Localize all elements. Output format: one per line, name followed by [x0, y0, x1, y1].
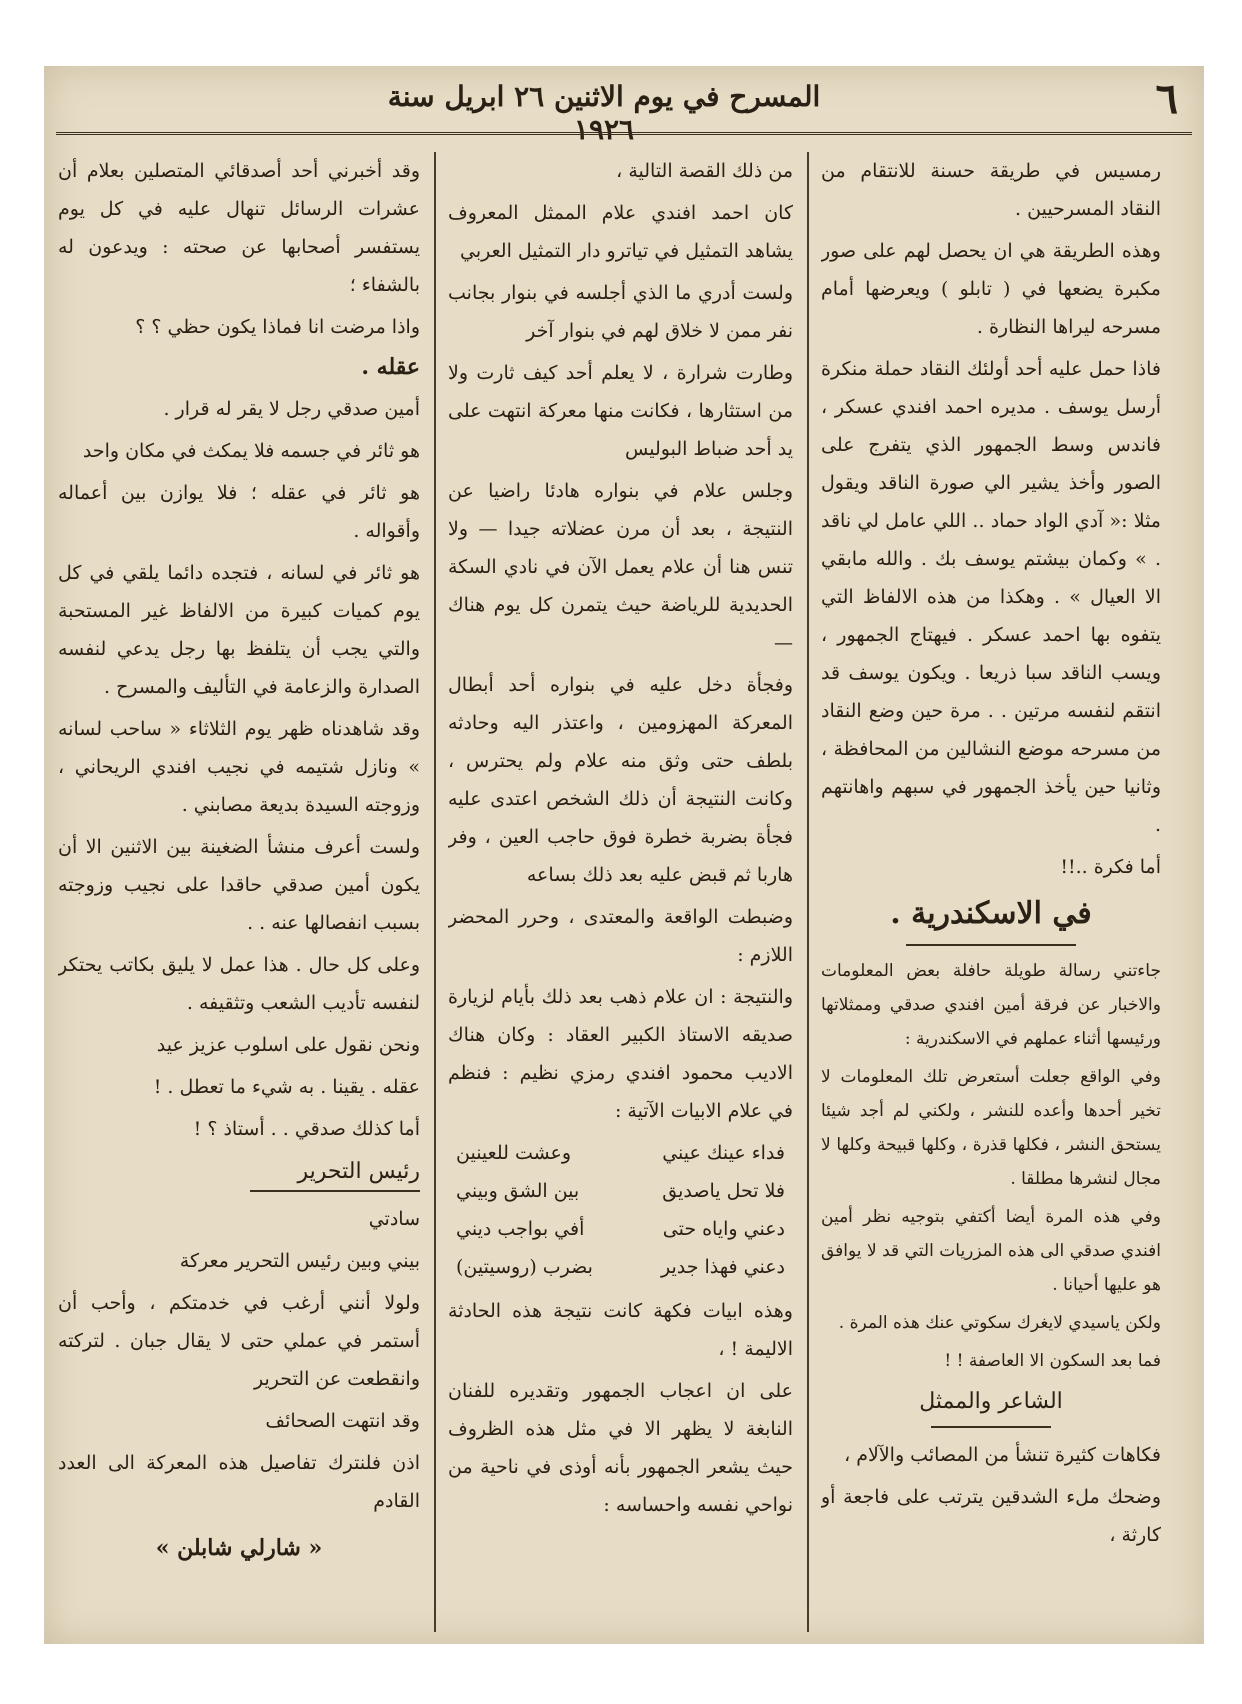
paragraph: وقد انتهت الصحائف: [265, 1410, 420, 1432]
paragraph: وفي هذه المرة أيضا أكتفي بتوجيه نظر أمين افندي صدقي الى هذه المزريات التي قد لا يوافق هو عليها أحيانا .: [821, 1207, 1161, 1295]
dateline: المسرح في يوم الاثنين ٢٦ ابريل سنة ١٩٢٦: [387, 80, 821, 146]
page-header: [44, 66, 1204, 146]
signature-rule: [250, 1190, 420, 1192]
hemistich-left: أفي بواجب ديني: [456, 1218, 585, 1240]
column-left: [58, 152, 420, 1622]
column-divider: [807, 152, 809, 1632]
poem-verse: [448, 1248, 793, 1286]
hemistich-left: بين الشق وبيني: [456, 1180, 580, 1202]
paragraph: وهذه الطريقة هي ان يحصل لهم على صور مكبرة يضعها في ( تابلو ) ويعرضها أمام مسرحه ليراها النظارة .: [821, 240, 1161, 338]
heading-rule: [906, 944, 1076, 946]
paragraph: ولولا أنني أرغب في خدمتكم ، وأحب أن أستمر في عملي حتى لا يقال جبان . لتركته وانقطعت عن التحرير: [58, 1292, 420, 1390]
paragraph: هو ثائر في لسانه ، فتجده دائما يلقي في كل يوم كميات كبيرة من الالفاظ غير المستحبة والتي يجب أن يتلفظ بها رجل يدعي لنفسه الصدارة والزعامة في التأليف والمسرح .: [58, 562, 420, 698]
paragraph: ولست أدري ما الذي أجلسه في بنوار بجانب نفر ممن لا خلاق لهم في بنوار آخر: [448, 282, 793, 342]
section-heading-alexandria: في الاسكندرية .: [890, 896, 1092, 931]
paragraph: وهذه ابيات فكهة كانت نتيجة هذه الحادثة الاليمة ! ،: [448, 1300, 793, 1360]
poem-verse: [448, 1134, 793, 1172]
paragraph: وطارت شرارة ، لا يعلم أحد كيف ثارت ولا من استثارها ، فكانت منها معركة انتهت على يد أحد ضباط البوليس: [448, 362, 793, 460]
column-right: [821, 152, 1161, 1622]
hemistich-right: فداء عينك عيني: [662, 1142, 785, 1164]
paragraph: وجلس علام في بنواره هادئا راضيا عن النتيجة ، بعد أن مرن عضلاته جيدا — ولا تنس هنا أن علام يعمل الآن في نادي السكة الحديدية للرياضة حيث يتمرن كل يوم هناك —: [448, 480, 793, 654]
paragraph: جاءتني رسالة طويلة حافلة بعض المعلومات والاخبار عن فرقة أمين افندي صدقي وممثلاتها ورئيسها أثناء عملهم في الاسكندرية :: [821, 961, 1161, 1049]
paragraph: على ان اعجاب الجمهور وتقديره للفنان النابغة لا يظهر الا في مثل هذه الظروف حيث يشعر الجمهور بأنه أوذى في ناحية من نواحي نفسه واحساسه :: [448, 1380, 793, 1516]
paragraph: وضحك ملء الشدقين يترتب على فاجعة أو كارثة ،: [821, 1486, 1161, 1546]
paragraph: وقد أخبرني أحد أصدقائي المتصلين بعلام أن عشرات الرسائل تنهال عليه في كل يوم يستفسر أصحابها عن صحته : ويدعون له بالشفاء ؛: [58, 160, 420, 296]
hemistich-left: بضرب (روسيتين): [456, 1256, 593, 1278]
paragraph: من ذلك القصة التالية ،: [616, 160, 793, 182]
section-heading-poet-actor: الشاعر والممثل: [919, 1389, 1063, 1414]
paragraph: ولكن ياسيدي لايغرك سكوتي عنك هذه المرة .: [838, 1313, 1161, 1333]
paragraph: عقله . يقينا . به شيء ما تعطل . !: [153, 1076, 420, 1098]
newspaper-page: [44, 66, 1204, 1644]
paragraph: اذن فلنترك تفاصيل هذه المعركة الى العدد القادم: [58, 1452, 420, 1512]
column-middle: [448, 152, 793, 1622]
hemistich-right: دعني فهذا جدير: [660, 1256, 785, 1278]
author-signature: « شارلي شابلن »: [155, 1535, 323, 1561]
hemistich-right: دعني واياه حتى: [662, 1218, 785, 1240]
column-divider: [434, 152, 436, 1632]
paragraph: وضبطت الواقعة والمعتدى ، وحرر المحضر اللازم :: [448, 906, 793, 966]
paragraph: واذا مرضت انا فماذا يكون حظي ؟ ؟: [135, 316, 420, 338]
paragraph: وقد شاهدناه ظهر يوم الثلاثاء « ساحب لسانه » ونازل شتيمه في نجيب افندي الريحاني ، وزوجته السيدة بديعة مصابني .: [58, 718, 420, 816]
paragraph: وفجأة دخل عليه في بنواره أحد أبطال المعركة المهزومين ، واعتذر اليه وحادثه بلطف حتى وثق منه علام ولم يحترس ، وكانت النتيجة أن ذلك الشخص اعتدى عليه فجأة بضربة خطرة فوق حاجب العين ، وفر هاربا ثم قبض عليه بعد ذلك بساعه: [448, 674, 793, 886]
hemistich-left: وعشت للعينين: [456, 1142, 572, 1164]
salutation: سادتي: [368, 1208, 420, 1230]
page-number: ٦: [1155, 74, 1178, 123]
hemistich-right: فلا تحل ياصديق: [662, 1180, 785, 1202]
editor-signature: رئيس التحرير: [297, 1159, 420, 1184]
paragraph: بيني وبين رئيس التحرير معركة: [179, 1250, 420, 1272]
paragraph: ونحن نقول على اسلوب عزيز عيد: [156, 1034, 420, 1056]
paragraph: هو ثائر في عقله ؛ فلا يوازن بين أعماله وأقواله .: [58, 482, 420, 542]
heading-rule: [931, 1426, 1051, 1428]
poem-verse: [448, 1172, 793, 1210]
paragraph: فاذا حمل عليه أحد أولئك النقاد حملة منكرة أرسل يوسف . مديره احمد افندي عسكر ، فاندس وسط الجمهور الذي يتفرج على الصور وأخذ يشير الي صورة الناقد ويقول مثلا :« آدي الواد حماد .. اللي عامل لي ناقد . » وكمان بيشتم يوسف بك . والله مابقي الا العيال » . وهكذا من هذه الالفاظ التي يتفوه بها احمد عسكر . فيهتاج الجمهور ، ويسب الناقد سبا ذريعا . ويكون يوسف قد انتقم لنفسه مرتين . . مرة حين وضع النقاد من مسرحه موضع النشالين من المحافظة ، وثانيا حين يأخذ الجمهور في سبهم واهانتهم .: [821, 358, 1161, 836]
paragraph: كان احمد افندي علام الممثل المعروف يشاهد التمثيل في تياترو دار التمثيل العربي: [448, 202, 793, 262]
paragraph: ولست أعرف منشأ الضغينة بين الاثنين الا أن يكون أمين صدقي حاقدا على نجيب وزوجته بسبب انفصالها عنه . .: [58, 836, 420, 934]
header-rule: [56, 132, 1192, 135]
paragraph: فكاهات كثيرة تنشأ من المصائب والآلام ،: [844, 1444, 1161, 1466]
paragraph: أمين صدقي رجل لا يقر له قرار .: [163, 398, 420, 420]
paragraph: فما بعد السكون الا العاصفة ! !: [944, 1351, 1161, 1371]
paragraph: أما فكرة ..!!: [1060, 856, 1161, 878]
paragraph: وفي الواقع جعلت أستعرض تلك المعلومات لا تخير أحدها وأعده للنشر ، ولكني لم أجد شيئا يستحق النشر ، فكلها قذرة ، وكلها قبيحة وكلها لا مجال لنشرها مطلقا .: [821, 1067, 1161, 1189]
paragraph: وعلى كل حال . هذا عمل لا يليق بكاتب يحتكر لنفسه تأديب الشعب وتثقيفه .: [58, 954, 420, 1014]
poem: [448, 1134, 793, 1286]
paragraph: والنتيجة : ان علام ذهب بعد ذلك بأيام لزيارة صديقه الاستاذ الكبير العقاد : وكان هناك الاديب محمود افندي رمزي نظيم : فنظم في علام الابيات الآتية :: [448, 986, 793, 1122]
poem-verse: [448, 1210, 793, 1248]
paragraph: هو ثائر في جسمه فلا يمكث في مكان واحد: [82, 440, 420, 462]
section-heading-mind: عقله .: [361, 354, 420, 380]
paragraph: أما كذلك صدقي . . أستاذ ؟ !: [193, 1118, 420, 1140]
paragraph: رمسيس في طريقة حسنة للانتقام من النقاد المسرحيين .: [821, 160, 1161, 220]
